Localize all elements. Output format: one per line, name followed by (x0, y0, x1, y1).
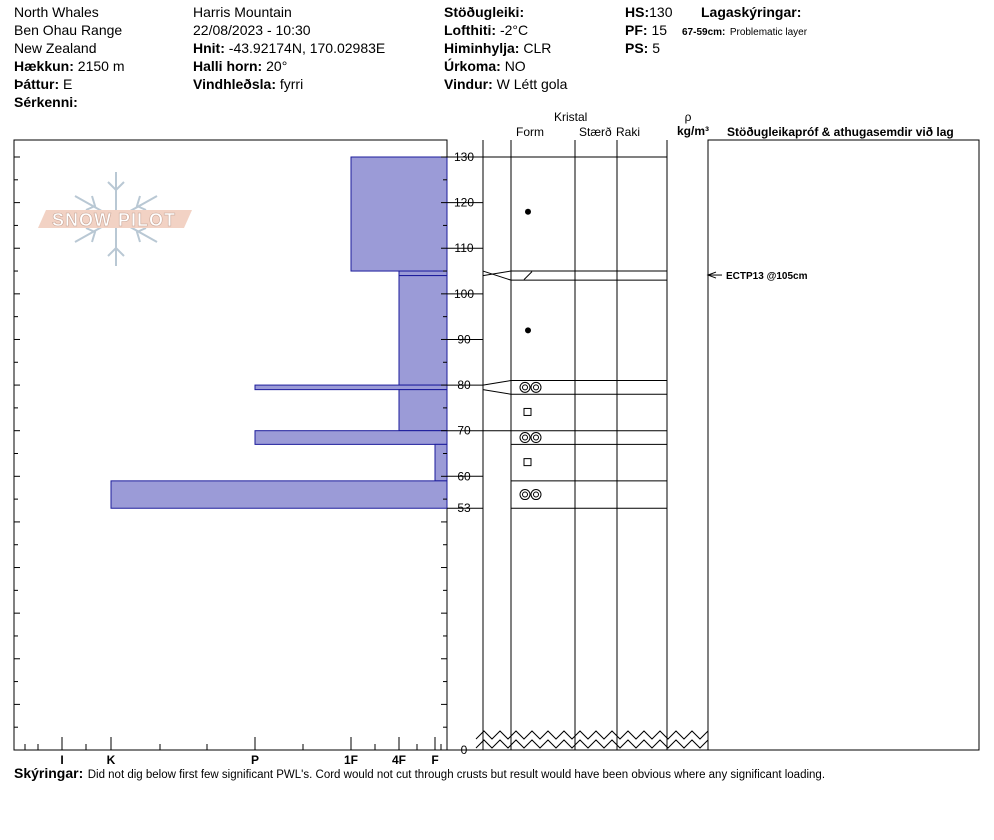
density-symbol: ρ (684, 110, 692, 124)
density-unit: kg/m³ (676, 124, 710, 138)
snowpilot-logo (38, 172, 192, 266)
depth-tick-label: 120 (453, 195, 475, 210)
hardness-tick-label: 1F (343, 753, 359, 767)
mf-inner-circle (534, 435, 539, 440)
depth-tick-label: 130 (453, 150, 475, 164)
grain-connector (483, 271, 511, 280)
grain-symbols (520, 209, 541, 500)
precip-slash-icon (524, 272, 532, 280)
country-name: New Zealand (14, 40, 97, 56)
stability-tests-header: Stöðugleikapróf & athugasemdir við lag (727, 125, 954, 139)
comments: Skýringar: Did not dig below first few significant PWL's. Cord would not cut through crusts but result would have been obvious where any significant loading. (14, 765, 826, 781)
depth-tick-label: 0 (460, 743, 468, 757)
grain-connector (483, 271, 511, 276)
hardness-tick-label: I (60, 753, 64, 767)
logo-text: SNOW PILOT (52, 210, 176, 230)
grain-connector (483, 390, 511, 395)
hardness-axis (25, 737, 441, 767)
size-header: Stærð (579, 125, 612, 139)
depth-tick-label: 110 (454, 241, 474, 256)
hardness-bar (399, 276, 447, 385)
melt-freeze-icon (520, 382, 541, 392)
slope-angle: Halli horn: 20° (193, 58, 288, 74)
wind: Vindur: W Létt gola (444, 76, 568, 92)
stability-tests (708, 271, 808, 282)
wind-loading: Vindhleðsla: fyrri (193, 76, 304, 92)
observer-name: North Whales (14, 4, 99, 20)
depth-tick-label: 60 (457, 469, 471, 484)
test-result-label: ECTP13 @105cm (726, 271, 808, 283)
mf-outer-circle (531, 490, 541, 500)
hardness-bar (435, 444, 447, 480)
mf-inner-circle (534, 492, 539, 497)
mf-inner-circle (523, 385, 528, 390)
layer-note: 67-59cm: Problematic layer (682, 27, 808, 38)
hardness-bar (111, 481, 447, 508)
crystal-header: Kristal (554, 110, 588, 124)
mf-outer-circle (520, 382, 530, 392)
rounds-dot-icon (525, 327, 531, 333)
hardness-tick-label: P (250, 753, 260, 767)
location-name: Harris Mountain (193, 4, 292, 20)
hardness-tick-label: F (431, 753, 439, 767)
depth-tick-label: 70 (457, 423, 471, 438)
mf-inner-circle (534, 385, 539, 390)
depth-tick-label: 53 (457, 501, 471, 516)
header (14, 4, 808, 110)
mf-outer-circle (531, 382, 541, 392)
mf-inner-circle (523, 435, 528, 440)
hardness-bar (399, 271, 447, 276)
grain-connector (483, 381, 511, 386)
hardness-bar (399, 390, 447, 431)
melt-freeze-icon (520, 433, 541, 443)
mf-outer-circle (520, 433, 530, 443)
depth-tick-label: 100 (453, 286, 475, 301)
hardness-bar (255, 385, 447, 390)
form-header: Form (516, 125, 544, 139)
air-temperature: Lofthiti: -2°C (444, 22, 529, 38)
coordinates: Hnit: -43.92174N, 170.02983E (193, 40, 386, 56)
stability-label: Stöðugleiki: (444, 4, 525, 20)
facet-square-icon (524, 459, 531, 466)
snow-height: HS:130 (625, 4, 673, 20)
hardness-tick-label: K (106, 753, 116, 767)
hardness-bar (255, 431, 447, 445)
tests-column-frame (708, 140, 979, 750)
mf-outer-circle (520, 490, 530, 500)
moisture-header: Raki (616, 125, 641, 139)
layer-notes-title: Lagaskýringar: (701, 4, 802, 20)
aspect: Þáttur: E (14, 76, 73, 92)
penetration-ski: PS: 5 (625, 40, 661, 56)
melt-freeze-icon (520, 490, 541, 500)
sky-cover: Himinhylja: CLR (444, 40, 552, 56)
precipitation: Úrkoma: NO (444, 58, 526, 74)
depth-tick-label: 90 (457, 332, 471, 347)
grain-columns (476, 110, 979, 750)
penetration-foot: PF: 15 (625, 22, 668, 38)
rounds-dot-icon (525, 209, 531, 215)
depth-axis (447, 150, 483, 757)
mf-inner-circle (523, 492, 528, 497)
hardness-bar (351, 157, 447, 271)
hardness-tick-label: 4F (391, 753, 407, 767)
elevation: Hækkun: 2150 m (14, 58, 125, 74)
range-name: Ben Ohau Range (14, 22, 123, 38)
features-label: Sérkenni: (14, 94, 78, 110)
mf-outer-circle (531, 433, 541, 443)
datetime: 22/08/2023 - 10:30 (193, 22, 311, 38)
depth-tick-label: 80 (457, 378, 471, 393)
facet-square-icon (524, 408, 531, 415)
